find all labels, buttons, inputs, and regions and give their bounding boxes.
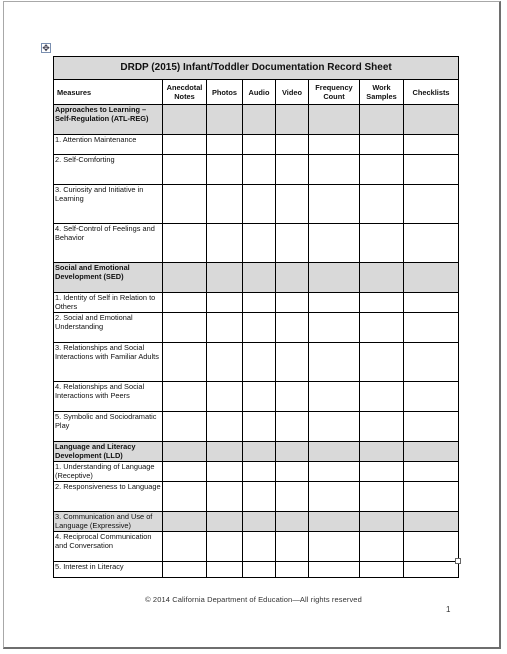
- documentation-cell[interactable]: [360, 224, 404, 263]
- documentation-cell[interactable]: [360, 343, 404, 382]
- documentation-cell[interactable]: [243, 562, 276, 578]
- documentation-cell[interactable]: [207, 482, 243, 512]
- column-header: Audio: [243, 80, 276, 105]
- measure-row: [54, 224, 459, 263]
- documentation-cell[interactable]: [309, 442, 360, 462]
- measure-label: 1. Identity of Self in Relation to Others: [54, 293, 163, 313]
- measure-label: 5. Interest in Literacy: [54, 562, 163, 578]
- documentation-cell[interactable]: [207, 462, 243, 482]
- measure-label: 4. Reciprocal Communication and Conversation: [54, 532, 163, 562]
- documentation-cell[interactable]: [404, 293, 459, 313]
- documentation-cell[interactable]: [404, 562, 459, 578]
- copyright-footer: © 2014 California Department of Education—All rights reserved: [145, 595, 362, 604]
- documentation-cell[interactable]: [243, 155, 276, 185]
- documentation-cell[interactable]: [309, 532, 360, 562]
- documentation-cell[interactable]: [360, 532, 404, 562]
- documentation-cell[interactable]: [404, 512, 459, 532]
- documentation-cell[interactable]: [163, 135, 207, 155]
- documentation-cell[interactable]: [163, 412, 207, 442]
- documentation-cell[interactable]: [404, 135, 459, 155]
- documentation-cell[interactable]: [207, 135, 243, 155]
- documentation-cell[interactable]: [163, 105, 207, 135]
- documentation-cell[interactable]: [163, 155, 207, 185]
- measure-label: 5. Symbolic and Sociodramatic Play: [54, 412, 163, 442]
- documentation-cell[interactable]: [360, 313, 404, 343]
- documentation-cell[interactable]: [243, 185, 276, 224]
- documentation-cell[interactable]: [163, 313, 207, 343]
- measure-row: [54, 293, 459, 313]
- documentation-cell[interactable]: [207, 512, 243, 532]
- documentation-cell[interactable]: [404, 482, 459, 512]
- documentation-cell[interactable]: [207, 382, 243, 412]
- section-row: [54, 512, 459, 532]
- documentation-cell[interactable]: [276, 382, 309, 412]
- measure-label: 1. Attention Maintenance: [54, 135, 163, 155]
- title-cell: [54, 57, 459, 80]
- documentation-cell[interactable]: [309, 185, 360, 224]
- measure-row: [54, 313, 459, 343]
- documentation-cell[interactable]: [276, 105, 309, 135]
- page-title: DRDP (2015) Infant/Toddler Documentation Record Sheet: [120, 62, 392, 73]
- documentation-cell[interactable]: [309, 562, 360, 578]
- documentation-cell[interactable]: [243, 512, 276, 532]
- documentation-cell[interactable]: [309, 412, 360, 442]
- documentation-cell[interactable]: [276, 442, 309, 462]
- documentation-cell[interactable]: [163, 382, 207, 412]
- documentation-cell[interactable]: [276, 512, 309, 532]
- documentation-cell[interactable]: [163, 185, 207, 224]
- documentation-cell[interactable]: [243, 343, 276, 382]
- documentation-cell[interactable]: [276, 224, 309, 263]
- documentation-cell[interactable]: [163, 224, 207, 263]
- documentation-cell[interactable]: [360, 562, 404, 578]
- documentation-cell[interactable]: [404, 105, 459, 135]
- documentation-cell[interactable]: [404, 412, 459, 442]
- measure-row: [54, 562, 459, 578]
- documentation-cell[interactable]: [276, 313, 309, 343]
- documentation-cell[interactable]: [163, 562, 207, 578]
- documentation-cell[interactable]: [404, 263, 459, 293]
- documentation-cell[interactable]: [163, 482, 207, 512]
- documentation-cell[interactable]: [207, 412, 243, 442]
- documentation-cell[interactable]: [404, 155, 459, 185]
- table-move-handle-icon[interactable]: ✥: [42, 43, 50, 53]
- column-header: Photos: [207, 80, 243, 105]
- documentation-cell[interactable]: [360, 263, 404, 293]
- documentation-cell[interactable]: [404, 224, 459, 263]
- documentation-cell[interactable]: [309, 482, 360, 512]
- measure-label: 3. Communication and Use of Language (Expressive): [54, 512, 163, 532]
- documentation-cell[interactable]: [360, 512, 404, 532]
- documentation-cell[interactable]: [360, 382, 404, 412]
- documentation-cell[interactable]: [243, 224, 276, 263]
- measure-label: 2. Self-Comforting: [54, 155, 163, 185]
- documentation-cell[interactable]: [163, 343, 207, 382]
- documentation-cell[interactable]: [243, 263, 276, 293]
- documentation-cell[interactable]: [360, 442, 404, 462]
- documentation-cell[interactable]: [163, 293, 207, 313]
- measure-row: [54, 382, 459, 412]
- documentation-cell[interactable]: [207, 155, 243, 185]
- column-header: Work Samples: [360, 80, 404, 105]
- documentation-cell[interactable]: [360, 482, 404, 512]
- documentation-cell[interactable]: [309, 105, 360, 135]
- documentation-cell[interactable]: [309, 462, 360, 482]
- measure-row: [54, 135, 459, 155]
- documentation-cell[interactable]: [163, 263, 207, 293]
- documentation-cell[interactable]: [276, 562, 309, 578]
- documentation-cell[interactable]: [404, 462, 459, 482]
- documentation-cell[interactable]: [207, 313, 243, 343]
- documentation-cell[interactable]: [360, 185, 404, 224]
- documentation-cell[interactable]: [276, 293, 309, 313]
- documentation-cell[interactable]: [404, 185, 459, 224]
- documentation-cell[interactable]: [163, 462, 207, 482]
- section-row: [54, 105, 459, 135]
- documentation-cell[interactable]: [163, 512, 207, 532]
- documentation-cell[interactable]: [276, 482, 309, 512]
- measure-row: [54, 343, 459, 382]
- documentation-cell[interactable]: [309, 382, 360, 412]
- documentation-cell[interactable]: [207, 185, 243, 224]
- section-row: [54, 442, 459, 462]
- header-row: [54, 80, 459, 105]
- documentation-cell[interactable]: [276, 343, 309, 382]
- measure-label: Social and Emotional Development (SED): [54, 263, 163, 293]
- documentation-cell[interactable]: [207, 105, 243, 135]
- section-row: [54, 263, 459, 293]
- documentation-cell[interactable]: [360, 155, 404, 185]
- measure-row: [54, 185, 459, 224]
- documentation-cell[interactable]: [243, 313, 276, 343]
- documentation-cell[interactable]: [207, 532, 243, 562]
- documentation-cell[interactable]: [309, 343, 360, 382]
- documentation-cell[interactable]: [243, 482, 276, 512]
- documentation-cell[interactable]: [207, 293, 243, 313]
- documentation-cell[interactable]: [404, 343, 459, 382]
- documentation-cell[interactable]: [243, 412, 276, 442]
- documentation-cell[interactable]: [404, 382, 459, 412]
- documentation-record-table: [53, 56, 459, 578]
- documentation-cell[interactable]: [243, 382, 276, 412]
- measure-row: [54, 155, 459, 185]
- documentation-cell[interactable]: [276, 263, 309, 293]
- documentation-cell[interactable]: [404, 313, 459, 343]
- measure-label: 1. Understanding of Language (Receptive): [54, 462, 163, 482]
- documentation-cell[interactable]: [243, 135, 276, 155]
- measure-label: 3. Curiosity and Initiative in Learning: [54, 185, 163, 224]
- documentation-cell[interactable]: [360, 412, 404, 442]
- measure-row: [54, 482, 459, 512]
- documentation-cell[interactable]: [276, 532, 309, 562]
- documentation-cell[interactable]: [163, 442, 207, 462]
- documentation-cell[interactable]: [309, 263, 360, 293]
- measure-label: 2. Responsiveness to Language: [54, 482, 163, 512]
- documentation-cell[interactable]: [404, 532, 459, 562]
- documentation-cell[interactable]: [309, 135, 360, 155]
- measure-label: 4. Relationships and Social Interactions with Peers: [54, 382, 163, 412]
- documentation-cell[interactable]: [276, 185, 309, 224]
- documentation-cell[interactable]: [207, 442, 243, 462]
- column-header: Anecdotal Notes: [163, 80, 207, 105]
- documentation-cell[interactable]: [360, 135, 404, 155]
- documentation-cell[interactable]: [207, 224, 243, 263]
- measure-label: 3. Relationships and Social Interactions with Familiar Adults: [54, 343, 163, 382]
- documentation-cell[interactable]: [243, 462, 276, 482]
- documentation-cell[interactable]: [360, 462, 404, 482]
- documentation-cell[interactable]: [309, 293, 360, 313]
- measure-label: Approaches to Learning – Self-Regulation (ATL-REG): [54, 105, 163, 135]
- documentation-cell[interactable]: [276, 412, 309, 442]
- measure-row: [54, 532, 459, 562]
- documentation-cell[interactable]: [243, 442, 276, 462]
- documentation-cell[interactable]: [360, 105, 404, 135]
- documentation-cell[interactable]: [309, 224, 360, 263]
- documentation-cell[interactable]: [243, 293, 276, 313]
- documentation-cell[interactable]: [163, 532, 207, 562]
- documentation-cell[interactable]: [276, 155, 309, 185]
- table-resize-handle[interactable]: [455, 558, 461, 564]
- documentation-cell[interactable]: [309, 155, 360, 185]
- documentation-cell[interactable]: [207, 263, 243, 293]
- column-header: Video: [276, 80, 309, 105]
- documentation-cell[interactable]: [243, 532, 276, 562]
- page-number: 1: [446, 605, 451, 614]
- documentation-cell[interactable]: [309, 313, 360, 343]
- column-header: Measures: [54, 80, 163, 105]
- documentation-cell[interactable]: [243, 105, 276, 135]
- column-header: Checklists: [404, 80, 459, 105]
- documentation-cell[interactable]: [276, 462, 309, 482]
- measure-row: [54, 412, 459, 442]
- documentation-cell[interactable]: [404, 442, 459, 462]
- measure-label: 2. Social and Emotional Understanding: [54, 313, 163, 343]
- measure-label: Language and Literacy Development (LLD): [54, 442, 163, 462]
- documentation-cell[interactable]: [276, 135, 309, 155]
- documentation-cell[interactable]: [207, 343, 243, 382]
- column-header: Frequency Count: [309, 80, 360, 105]
- measure-label: 4. Self-Control of Feelings and Behavior: [54, 224, 163, 263]
- documentation-cell[interactable]: [309, 512, 360, 532]
- documentation-cell[interactable]: [207, 562, 243, 578]
- measure-row: [54, 462, 459, 482]
- documentation-cell[interactable]: [360, 293, 404, 313]
